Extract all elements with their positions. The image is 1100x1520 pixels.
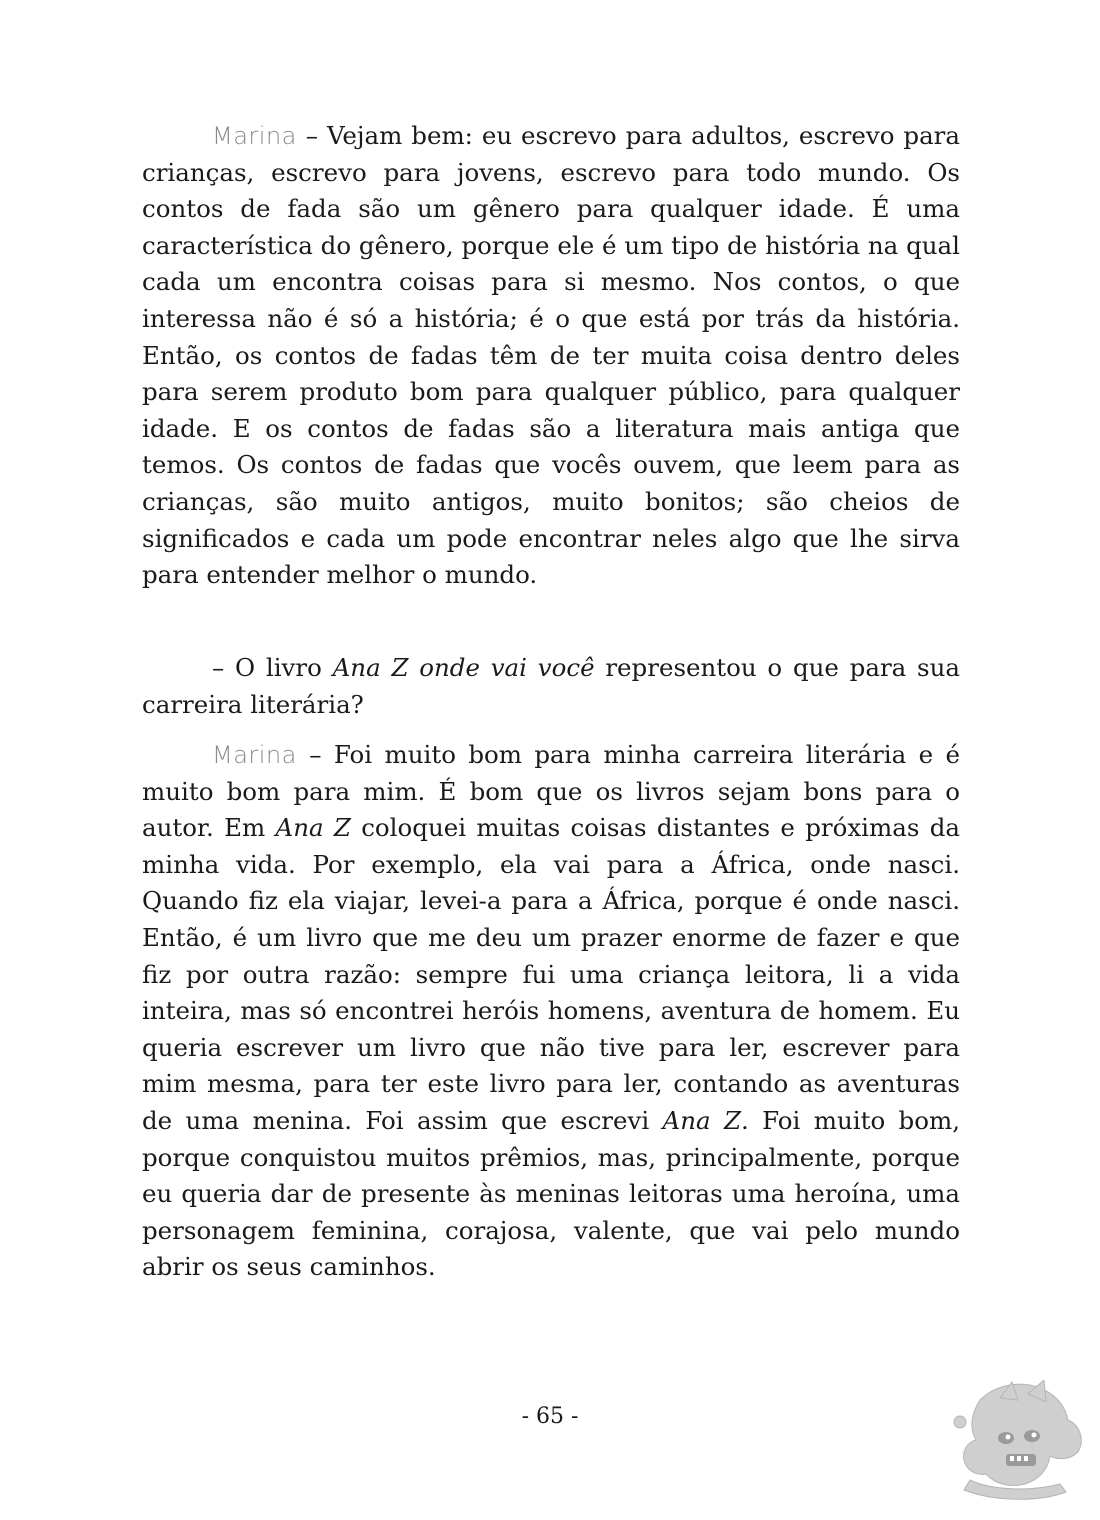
paragraph-text-part-3: . Foi muito bom, porque conquistou muitos prêmios, mas, principalmente, porque eu queria dar de presente às meninas leitoras uma heroína, uma personagem feminina, corajosa, valente, que vai pelo mundo abrir os seus caminhos. xyxy=(142,1105,961,1282)
paragraph-text-part-2: coloquei muitas coisas distantes e próximas da minha vida. Por exemplo, ela vai para a África, onde nasci. Quando fiz ela viajar, levei-a para a África, porque é onde nasci. Então, é um livro que me deu um prazer enorme de fazer e que fiz por outra razão: sempre fui uma criança leitora, li a vida inteira, mas só encontrei heróis homens, aventura de homem. Eu queria escrever um livro que não tive para ler, escrever para mim mesma, para ter este livro para ler, contando as aventuras de uma menina. Foi assim que escrevi xyxy=(142,813,961,1135)
paragraph-text-part-1: – Foi muito bom para minha carreira literária e é muito bom para mim. É bom que os livros sejam bons para o autor. Em xyxy=(142,740,960,843)
answer-paragraph-2 xyxy=(142,737,960,1286)
speaker-name: Marina xyxy=(212,741,297,769)
speaker-name: Marina xyxy=(212,122,297,150)
book-title: Ana Z xyxy=(662,1105,741,1135)
question-paragraph xyxy=(142,650,960,723)
book-title: Ana Z onde vai você xyxy=(332,653,595,682)
book-title: Ana Z xyxy=(275,813,351,843)
cartoon-mascot-icon xyxy=(940,1380,1090,1510)
page-number: - 65 - xyxy=(521,1404,579,1429)
answer-paragraph-1 xyxy=(142,118,960,594)
question-text-end: representou o que para sua carreira literária? xyxy=(142,653,960,719)
question-text-start: – O livro xyxy=(212,653,333,682)
paragraph-text: – Vejam bem: eu escrevo para adultos, escrevo para crianças, escrevo para jovens, escrevo para todo mundo. Os contos de fada são um gênero para qualquer idade. É uma característica do gênero, porque ele é um tipo de história na qual cada um encontra coisas para si mesmo. Nos contos, o que interessa não é só a história; é o que está por trás da história. Então, os contos de fadas têm de ter muita coisa dentro deles para serem produto bom para qualquer público, para qualquer idade. E os contos de fadas são a literatura mais antiga que temos. Os contos de fadas que vocês ouvem, que leem para as crianças, são muito antigos, muito bonitos; são cheios de significados e cada um pode encontrar neles algo que lhe sirva para entender melhor o mundo. xyxy=(142,121,960,590)
